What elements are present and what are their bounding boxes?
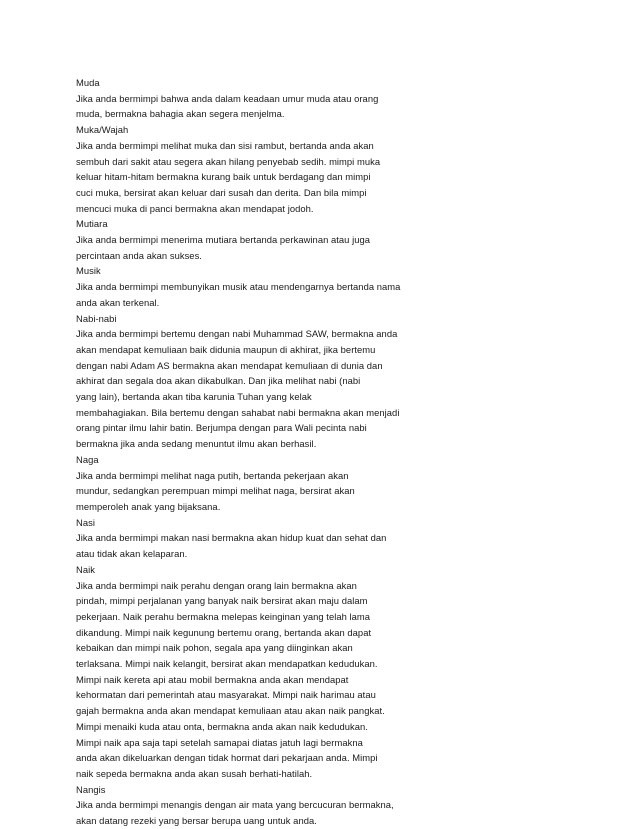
- entry-nasi: [76, 515, 406, 562]
- entry-heading: Muka/Wajah: [76, 124, 129, 136]
- entry-text-line: memperoleh anak yang bijaksana.: [76, 500, 221, 512]
- entry-text-line: dikandung. Mimpi naik kegunung bertemu orang, bertanda akan dapat: [76, 626, 372, 638]
- entry-text-line: Mimpi naik kereta api atau mobil bermakna anda akan mendapat: [76, 673, 349, 685]
- entry-nangis: [76, 782, 406, 829]
- entry-heading: Mutiara: [76, 218, 108, 230]
- entry-text-line: gajah bermakna anda akan mendapat kemuliaan atau akan naik pangkat.: [76, 705, 385, 717]
- entry-text-line: dengan nabi Adam AS bermakna akan mendapat kemuliaan di dunia dan: [76, 359, 383, 371]
- entry-text-line: akan datang rezeki yang bersar berupa uang untuk anda.: [76, 815, 317, 827]
- entry-text-line: keluar hitam-hitam bermakna kurang baik untuk berdagang dan mimpi: [76, 171, 371, 183]
- entry-heading: Nangis: [76, 783, 106, 795]
- entry-text-line: atau tidak akan kelaparan.: [76, 548, 188, 560]
- entry-heading: Naik: [76, 563, 95, 575]
- entry-text-line: Jika anda bermimpi melihat naga putih, bertanda pekerjaan akan: [76, 469, 349, 481]
- entry-text-line: Jika anda bermimpi membunyikan musik atau mendengarnya bertanda nama: [76, 281, 401, 293]
- entry-mutiara: [76, 216, 406, 263]
- entry-text-line: membahagiakan. Bila bertemu dengan sahabat nabi bermakna akan menjadi: [76, 406, 400, 418]
- entry-text-line: muda, bermakna bahagia akan segera menjelma.: [76, 108, 285, 120]
- entry-text-line: Jika anda bermimpi naik perahu dengan orang lain bermakna akan: [76, 579, 357, 591]
- entry-text-line: kehormatan dari pemerintah atau masyarakat. Mimpi naik harimau atau: [76, 689, 376, 701]
- entry-text-line: akan mendapat kemuliaan baik didunia maupun di akhirat, jika bertemu: [76, 343, 376, 355]
- entry-text-line: Jika anda bermimpi makan nasi bermakna akan hidup kuat dan sehat dan: [76, 532, 387, 544]
- entry-heading: Nabi-nabi: [76, 312, 117, 324]
- entry-naga: [76, 452, 406, 515]
- entry-text-line: anda akan terkenal.: [76, 296, 160, 308]
- entry-text-line: percintaan anda akan sukses.: [76, 249, 202, 261]
- entry-text-line: cuci muka, bersirat akan keluar dari susah dan derita. Dan bila mimpi: [76, 186, 367, 198]
- document-page: [76, 75, 406, 829]
- entry-text-line: akhirat dan segala doa akan dikabulkan. Dan jika melihat nabi (nabi: [76, 375, 361, 387]
- entry-heading: Nasi: [76, 516, 95, 528]
- entry-text-line: Jika anda bermimpi melihat muka dan sisi rambut, bertanda anda akan: [76, 139, 374, 151]
- entry-heading: Musik: [76, 265, 101, 277]
- entry-muka-wajah: [76, 122, 406, 216]
- entry-naik: [76, 562, 406, 782]
- entry-text-line: bermakna jika anda sedang menuntut ilmu akan berhasil.: [76, 438, 317, 450]
- entry-text-line: pindah, mimpi perjalanan yang banyak naik bersirat akan maju dalam: [76, 595, 368, 607]
- entry-text-line: orang pintar ilmu lahir batin. Berjumpa dengan para Wali pecinta nabi: [76, 422, 367, 434]
- entry-text-line: naik sepeda bermakna anda akan susah berhati-hatilah.: [76, 767, 313, 779]
- entry-text-line: pekerjaan. Naik perahu bermakna melepas keinginan yang telah lama: [76, 610, 371, 622]
- entry-text-line: Jika anda bermimpi bahwa anda dalam keadaan umur muda atau orang: [76, 92, 379, 104]
- entry-muda: [76, 75, 406, 122]
- entry-text-line: kebaikan dan mimpi naik pohon, segala apa yang diinginkan akan: [76, 642, 353, 654]
- entry-text-line: Jika anda bermimpi menangis dengan air mata yang bercucuran bermakna,: [76, 799, 394, 811]
- entry-text-line: Mimpi menaiki kuda atau onta, bermakna anda akan naik kedudukan.: [76, 720, 368, 732]
- entry-text-line: Jika anda bermimpi menerima mutiara bertanda perkawinan atau juga: [76, 234, 371, 246]
- entry-musik: [76, 263, 406, 310]
- entry-text-line: Mimpi naik apa saja tapi setelah samapai diatas jatuh lagi bermakna: [76, 736, 363, 748]
- entry-text-line: yang lain), bertanda akan tiba karunia Tuhan yang kelak: [76, 391, 312, 403]
- entry-text-line: sembuh dari sakit atau segera akan hilang penyebab sedih. mimpi muka: [76, 155, 381, 167]
- entry-text-line: mundur, sedangkan perempuan mimpi melihat naga, bersirat akan: [76, 485, 355, 497]
- entry-text-line: mencuci muka di panci bermakna akan mendapat jodoh.: [76, 202, 314, 214]
- entry-text-line: terlaksana. Mimpi naik kelangit, bersirat akan mendapatkan kedudukan.: [76, 658, 378, 670]
- entry-text-line: Jika anda bermimpi bertemu dengan nabi Muhammad SAW, bermakna anda: [76, 328, 398, 340]
- entry-text-line: anda akan dikeluarkan dengan tidak hormat dari pekarjaan anda. Mimpi: [76, 752, 378, 764]
- entry-heading: Muda: [76, 77, 100, 88]
- entry-nabi-nabi: [76, 311, 406, 452]
- entry-heading: Naga: [76, 453, 99, 465]
